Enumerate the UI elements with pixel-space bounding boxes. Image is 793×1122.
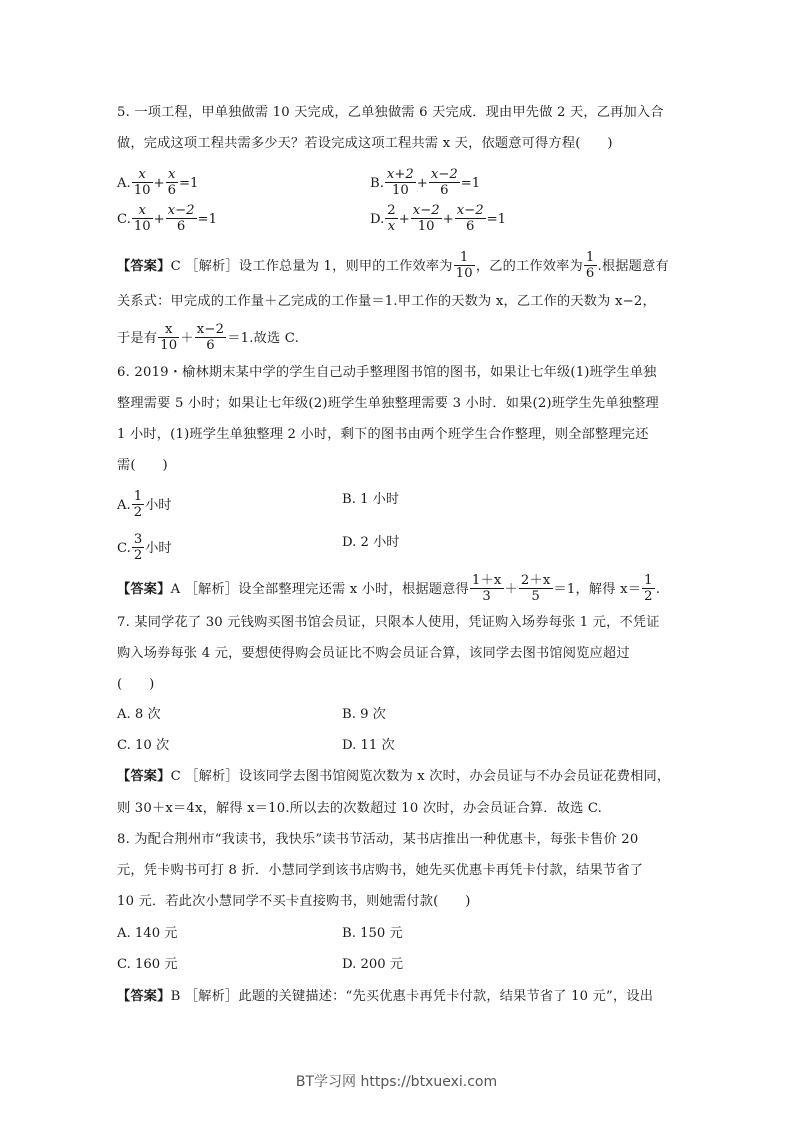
q7-option-d [342, 737, 395, 755]
option-label: A. [117, 176, 131, 191]
analysis-text: ，乙的工作效率为 [475, 259, 583, 274]
q7-stem-line-1 [117, 614, 660, 632]
fraction [642, 573, 655, 604]
q8-option-c [117, 956, 178, 974]
option-text: 150 元 [360, 926, 403, 941]
operator: + [398, 212, 410, 227]
numerator: 1 [644, 573, 653, 588]
numerator: 1 [585, 250, 595, 265]
numerator: 2＋x [520, 573, 551, 588]
q6-answer-line [117, 574, 660, 605]
operator: + [153, 176, 165, 191]
option-label: A. [117, 498, 131, 513]
numerator: 1＋x [471, 573, 502, 588]
q8-option-a [117, 925, 177, 943]
option-text: 160 元 [135, 957, 178, 972]
analysis-text: 设工作总量为 1，则甲的工作效率为 [238, 259, 453, 274]
answer-choice: C [170, 259, 181, 274]
denominator: 6 [465, 219, 475, 234]
answer-choice: C [170, 769, 181, 784]
analysis-tag: ［解析］ [184, 989, 239, 1004]
q6-option-c [117, 533, 172, 564]
q8-stem-text-3: 10 元．若此次小慧同学不买卡直接购书，则她需付款( ) [117, 894, 471, 909]
answer-tag: 【答案】 [117, 582, 171, 597]
denominator: 6 [585, 266, 595, 281]
numerator: x [166, 167, 178, 183]
q7-option-c [117, 737, 169, 755]
analysis-text: 设该同学去图书馆阅览次数为 x 次时，办会员证与不办会员证花费相同， [238, 769, 671, 784]
option-text: 9 次 [360, 707, 386, 722]
option-label: A. [117, 707, 131, 722]
numerator: 1 [454, 250, 475, 266]
q7-stem-text-2: 购入场券每张 4 元，要想使得购会员证比不购会员证合算，该同学去图书馆阅览应超过 [117, 646, 630, 661]
numerator: x [158, 322, 179, 338]
option-label: D. [342, 957, 357, 972]
q7-stem-text-1: 某同学花了 30 元钱购买图书馆会员证，只限本人使用，凭证购入场券每张 1 元，不凭证 [134, 615, 660, 630]
numerator: x [132, 167, 153, 183]
denominator: 2 [133, 548, 143, 563]
option-label: D. [342, 738, 357, 753]
fraction [385, 167, 416, 198]
equals: =1 [460, 176, 481, 191]
answer-tag: 【答案】 [117, 769, 171, 784]
option-label: A. [117, 926, 131, 941]
analysis-text: . [655, 582, 661, 597]
analysis-tag: ［解析］ [185, 769, 239, 784]
equals: =1 [197, 212, 217, 227]
q5-stem-line-2 [117, 135, 613, 153]
option-label: C. [117, 541, 131, 556]
option-text: 8 次 [134, 707, 161, 722]
fraction [429, 167, 460, 198]
option-label: D. [342, 535, 357, 550]
fraction [195, 322, 226, 353]
analysis-text: 于是有 [117, 331, 158, 346]
numerator: 3 [133, 532, 143, 547]
fraction [166, 167, 178, 198]
q8-option-b [342, 925, 403, 943]
denominator: 10 [133, 183, 151, 198]
q7-stem-text-3: ( ) [117, 677, 155, 692]
option-text: 1 小时 [360, 492, 400, 507]
q7-option-b [342, 706, 386, 724]
analysis-tag: ［解析］ [184, 582, 239, 597]
numerator: x−2 [430, 167, 458, 182]
operator: + [442, 212, 454, 227]
q6-number: 6. [117, 365, 130, 380]
q7-stem-line-2 [117, 645, 630, 663]
fraction [411, 203, 442, 234]
option-text: 140 元 [134, 926, 178, 941]
fraction [132, 203, 153, 234]
q8-stem-line-2 [117, 862, 643, 880]
analysis-text: ＝1.故选 C. [227, 331, 299, 346]
analysis-text: 设全部整理完还需 x 小时，根据题意得 [238, 582, 469, 597]
q5-answer-line-2 [117, 293, 656, 311]
denominator: 6 [440, 183, 449, 198]
analysis-text: ＝1，解得 x＝ [553, 582, 642, 597]
numerator: x+2 [386, 167, 414, 182]
numerator: 1 [133, 489, 143, 504]
q5-answer-line-1 [117, 251, 669, 282]
numerator: x−2 [167, 203, 195, 218]
denominator: 2 [133, 505, 143, 520]
q7-answer-line-1 [117, 768, 670, 786]
q5-option-a [117, 168, 198, 199]
numerator: 2 [387, 203, 396, 218]
analysis-tag: ［解析］ [185, 259, 239, 274]
denominator: 6 [167, 183, 176, 198]
denominator: 10 [160, 338, 178, 353]
q6-stem-line-2 [117, 395, 659, 413]
q6-stem-text-1: 2019・榆林期末某中学的学生自己动手整理图书馆的图书，如果让七年级(1)班学生单独 [134, 365, 657, 380]
option-label: B. [342, 926, 356, 941]
q6-stem-line-3 [117, 426, 649, 444]
analysis-text: .根据题意有 [597, 259, 669, 274]
option-label: C. [117, 738, 131, 753]
denominator: 6 [176, 219, 186, 234]
analysis-text: 此题的关键描述：“先买优惠卡再凭卡付款，结果节省了 10 元”，设出 [238, 989, 654, 1004]
footer-watermark: BT学习网 https://btxuexi.com [295, 1074, 498, 1090]
fraction [454, 250, 475, 281]
option-label: D. [370, 212, 385, 227]
q5-stem-line-1 [117, 104, 664, 122]
denominator: 5 [531, 589, 541, 604]
option-text: 小时 [145, 541, 172, 556]
operator: + [416, 176, 428, 191]
numerator: x−2 [412, 203, 440, 218]
q8-stem-text-1: 为配合荆州市“我读书，我快乐”读书节活动，某书店推出一种优惠卡，每张卡售价 20 [134, 832, 639, 847]
denominator: 3 [482, 589, 491, 604]
option-label: B. [370, 176, 384, 191]
fraction [519, 573, 553, 604]
q8-option-d [342, 956, 403, 974]
option-label: C. [117, 212, 131, 227]
option-label: B. [342, 492, 356, 507]
numerator: x−2 [456, 203, 484, 218]
operator: ＋ [180, 331, 194, 346]
q6-option-a [117, 490, 171, 521]
fraction [385, 203, 397, 234]
operator: + [153, 212, 165, 227]
fraction [455, 203, 486, 234]
q7-answer-line-2 [117, 800, 602, 818]
q7-number: 7. [117, 615, 130, 630]
denominator: 2 [644, 589, 653, 604]
equals: =1 [178, 176, 199, 191]
q6-option-d [342, 534, 399, 552]
q6-stem-line-4 [117, 457, 168, 475]
fraction [584, 250, 597, 281]
q8-stem-text-2: 元，凭卡购书可打 8 折．小慧同学到该书店购书，她先买优惠卡再凭卡付款，结果节省了 [117, 863, 644, 878]
q5-answer-line-3 [117, 323, 299, 354]
denominator: x [387, 219, 396, 234]
option-text: 小时 [145, 498, 172, 513]
answer-choice: A [170, 582, 181, 597]
q7-stem-line-3 [117, 676, 154, 694]
q5-option-d [370, 204, 506, 235]
q6-stem-line-1 [117, 364, 657, 382]
q5-option-b [370, 168, 480, 199]
fraction [132, 532, 144, 563]
q7-option-a [117, 706, 161, 724]
denominator: 10 [391, 183, 409, 198]
q8-stem-line-3 [117, 893, 471, 911]
answer-choice: B [170, 989, 181, 1004]
answer-tag: 【答案】 [117, 989, 171, 1004]
equals: =1 [486, 212, 507, 227]
option-text: 200 元 [360, 957, 404, 972]
q6-stem-text-2: 整理需要 5 小时；如果让七年级(2)班学生单独整理需要 3 小时．如果(2)班学生先单独整理 [117, 396, 659, 411]
q5-stem-text-2: 做，完成这项工程共需多少天？若设完成这项工程共需 x 天，依题意可得方程( ) [117, 136, 613, 151]
q5-option-c [117, 204, 217, 235]
fraction [132, 167, 153, 198]
operator: ＋ [504, 582, 518, 597]
option-text: 11 次 [360, 738, 395, 753]
analysis-text: 关系式：甲完成的工作量＋乙完成的工作量＝1.甲工作的天数为 x，乙工作的天数为 x−2， [117, 294, 656, 309]
q8-stem-line-1 [117, 831, 638, 849]
q8-number: 8. [117, 832, 130, 847]
denominator: 10 [417, 219, 435, 234]
q5-stem-text-1: 一项工程，甲单独做需 10 天完成，乙单独做需 6 天完成．现由甲先做 2 天，乙再加入合 [134, 105, 664, 120]
analysis-text: 则 30＋x＝4x，解得 x＝10.所以去的次数超过 10 次时，办会员证合算．故选 C. [117, 801, 603, 816]
q6-stem-text-3: 1 小时，(1)班学生单独整理 2 小时，剩下的图书由两个班学生合作整理，则全部整理完还 [117, 427, 649, 442]
fraction [166, 203, 197, 234]
denominator: 6 [206, 338, 215, 353]
q5-number: 5. [117, 105, 130, 120]
option-label: C. [117, 957, 131, 972]
fraction [158, 322, 179, 353]
answer-tag: 【答案】 [117, 259, 171, 274]
q6-option-b [342, 491, 399, 509]
fraction [132, 489, 144, 520]
denominator: 10 [133, 219, 151, 234]
option-text: 2 小时 [360, 535, 400, 550]
q8-answer-line-1 [117, 988, 653, 1006]
option-label: B. [342, 707, 356, 722]
denominator: 10 [455, 266, 473, 281]
numerator: x [132, 203, 153, 219]
option-text: 10 次 [135, 738, 170, 753]
numerator: x−2 [196, 322, 225, 337]
q6-stem-text-4: 需( ) [117, 458, 168, 473]
fraction [470, 573, 504, 604]
